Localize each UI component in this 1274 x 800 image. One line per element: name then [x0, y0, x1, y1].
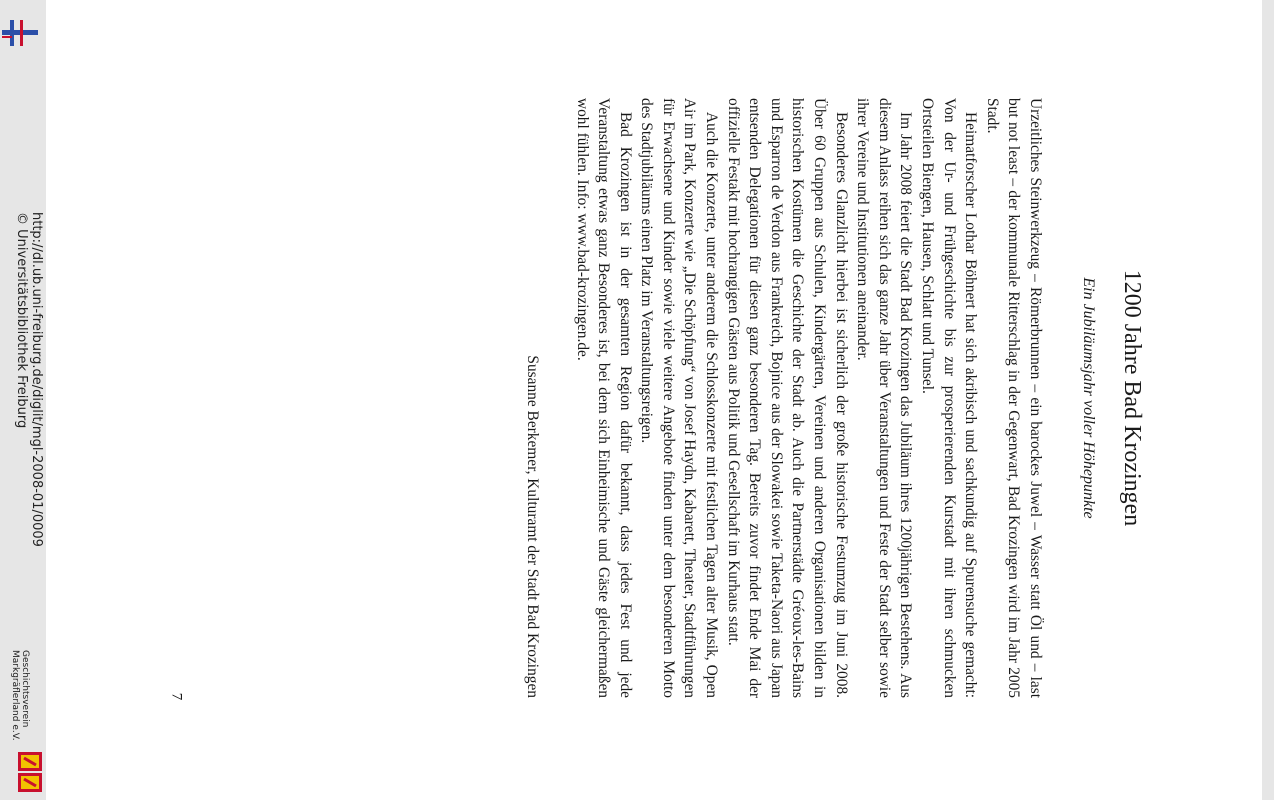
copyright-text: © Universitätsbibliothek Freiburg: [14, 212, 29, 429]
source-url-text[interactable]: http://dl.ub.uni-freiburg.de/diglit/mgl-2008-01/0009: [29, 212, 44, 547]
coat-of-arms-icon: [18, 752, 42, 792]
paragraph: Im Jahr 2008 feiert die Stadt Bad Krozingen das Jubiläum ihres 1200jährigen Bestehens. Aus diesem Anlass reihen sich das ganze Jahr über Veranstaltungen und Feste der Stadt selber sowie ihrer Vereine und Institutionen aneinander.: [854, 98, 915, 698]
library-stamp-icon: [2, 18, 38, 48]
article-body: [571, 98, 1046, 698]
article-title: 1200 Jahre Bad Krozingen: [1119, 269, 1145, 527]
society-label: [10, 650, 30, 741]
paragraph: Urzeitliches Steinwerkzeug – Römerbrunnen – ein barockes Juwel – Wasser statt Öl und – last but not least – der kommunale Ritterschlag in der Gegenwart, Bad Krozingen wird im Jahr 2005 Stadt.: [983, 98, 1044, 698]
society-line-2: Markgräflerland e.V.: [10, 650, 20, 741]
paragraph: Auch die Konzerte, unter anderem die Schlosskonzerte mit festlichen Tagen alter Musik, Open Air im Park, Konzerte wie „Die Schöpfung“ von Josef Haydn, Kabarett, Theater, Stadtführungen für Erwachsene und Kinder sowie viele weitere Angebote finden unter dem besonderen Motto des Stadtjubiläums einen Platz im Veranstaltungsreigen.: [638, 98, 721, 698]
paragraph: Bad Krozingen ist in der gesamten Region dafür bekannt, dass jedes Fest und jede Veranstaltung etwas ganz Besonderes ist, bei dem sich Einheimische und Gäste gleichermaßen wohl fühlen. Info: www.bad-krozingen.de.: [573, 98, 634, 698]
page-number: 7: [168, 692, 185, 701]
source-url[interactable]: [14, 212, 44, 547]
paragraph: Besonderes Glanzlicht hierbei ist sicherlich der große historische Festumzug im Juni 2008. Über 60 Gruppen aus Schulen, Kindergärten, Vereinen und anderen Organisationen bilden in historischen Kostümen die Geschichte der Stadt ab. Auch die Partnerstädte Gréoux-les-Bains und Esparron de Verdon aus Frankreich, Bojnice aus der Slowakei sowie Taketa-Naori aus Japan entsenden Delegationen für diesen ganz besonderen Tag. Bereits zuvor findet Ende Mai der offizielle Festakt mit hochrangigen Gästen aus Politik und Gesellschaft im Kurhaus statt.: [724, 98, 850, 698]
article-block: [521, 98, 1152, 698]
article-author: Susanne Berkemer, Kulturamt der Stadt Bad Krozingen: [523, 355, 541, 698]
paragraph: Heimatforscher Lothar Böhnert hat sich akribisch und sachkundig auf Spurensuche gemacht: Von der Ur- und Frühgeschichte bis zur prosperierenden Kurstadt mit ihren schmucken Ortsteilen Biengen, Hausen, Schlatt und Tunsel.: [919, 98, 980, 698]
society-line-1: Geschichtsverein: [20, 650, 30, 728]
right-margin-strip: [1262, 0, 1274, 800]
article-subtitle: Ein Jubiläumsjahr voller Höhepunkte: [1080, 277, 1097, 519]
